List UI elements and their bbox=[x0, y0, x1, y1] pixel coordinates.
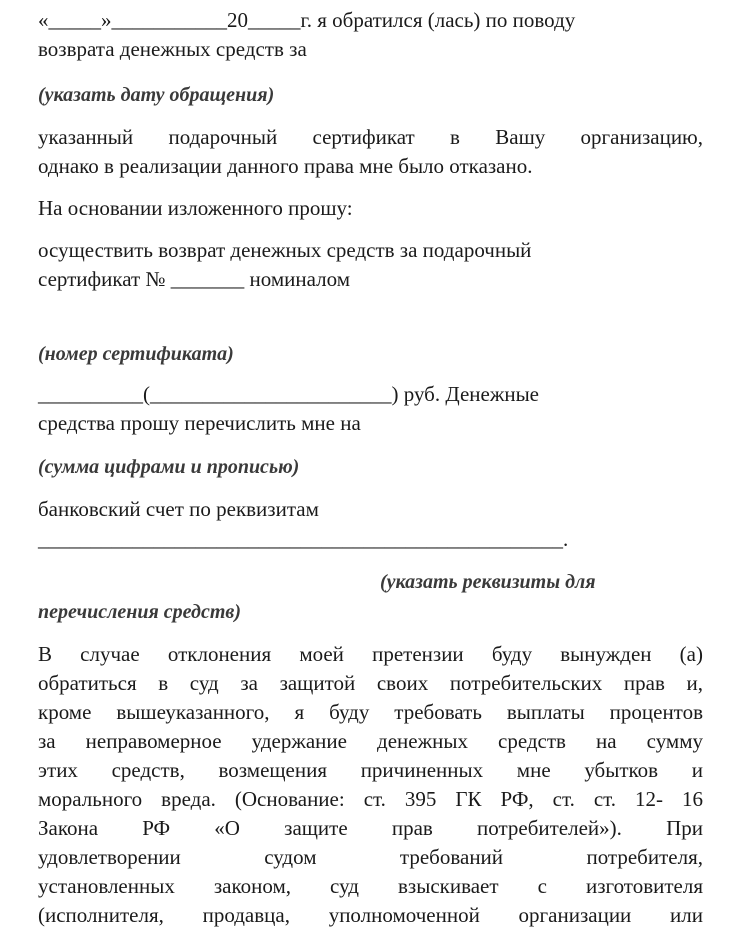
hint-sum-words: (сумма цифрами и прописью) bbox=[38, 456, 300, 478]
hint-requisites-part2: перечисления средств) bbox=[38, 601, 241, 623]
hint-appeal-date: (указать дату обращения) bbox=[38, 84, 275, 106]
paragraph-line-7: Закона РФ «О защите прав потребителей»). При bbox=[38, 816, 703, 840]
blank-line-requisites: __________________________________________________. bbox=[38, 527, 569, 551]
paragraph-line-1: В случае отклонения моей претензии буду вынужден (а) bbox=[38, 642, 703, 666]
paragraph-line-3: кроме вышеуказанного, я буду требовать выплаты процентов bbox=[38, 700, 703, 724]
text-line-on-basis: На основании изложенного прошу: bbox=[38, 196, 353, 220]
text-line-transfer: средства прошу перечислить мне на bbox=[38, 411, 361, 435]
text-line-certificate-org: указанный подарочный сертификат в Вашу организацию, bbox=[38, 125, 703, 149]
paragraph-line-9: установленных законом, суд взыскивает с изготовителя bbox=[38, 874, 703, 898]
paragraph-line-8: удовлетворении судом требований потребителя, bbox=[38, 845, 703, 869]
paragraph-line-4: за неправомерное удержание денежных средств на сумму bbox=[38, 729, 703, 753]
text-line-certificate-number: сертификат № _______ номиналом bbox=[38, 267, 350, 291]
text-line-date-appeal: «_____»___________20_____г. я обратился (лась) по поводу bbox=[38, 8, 576, 32]
text-line-refund-for: возврата денежных средств за bbox=[38, 37, 307, 61]
paragraph-line-6: морального вреда. (Основание: ст. 395 ГК РФ, ст. ст. 12- 16 bbox=[38, 787, 703, 811]
text-line-request-refund: осуществить возврат денежных средств за подарочный bbox=[38, 238, 532, 262]
text-line-bank-account: банковский счет по реквизитам bbox=[38, 497, 319, 521]
hint-requisites-part1: (указать реквизиты для bbox=[380, 571, 596, 593]
text-line-amount: __________(_______________________) руб. Денежные bbox=[38, 382, 540, 406]
paragraph-line-10: (исполнителя, продавца, уполномоченной организации или bbox=[38, 903, 703, 927]
paragraph-line-5: этих средств, возмещения причиненных мне убытков и bbox=[38, 758, 703, 782]
hint-certificate-number: (номер сертификата) bbox=[38, 343, 234, 365]
paragraph-line-2: обратиться в суд за защитой своих потребительских прав и, bbox=[38, 671, 703, 695]
text-line-refused: однако в реализации данного права мне было отказано. bbox=[38, 154, 533, 178]
